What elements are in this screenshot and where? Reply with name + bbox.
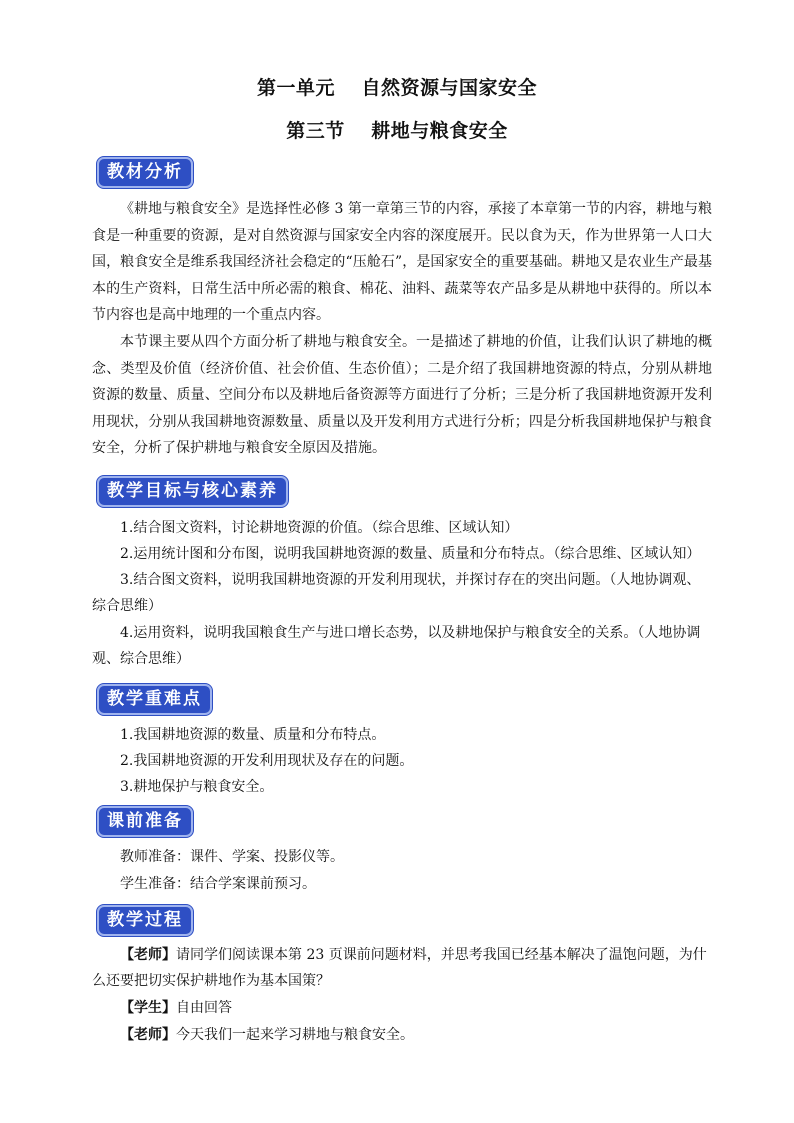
dialogue-line-3 <box>92 1022 712 1048</box>
objective-item-1: 1.结合图文资料，讨论耕地资源的价值。（综合思维、区域认知） <box>120 520 519 536</box>
dialogue-text: 请同学们阅读课本第 23 页课前问题材料，并思考我国已经基本解决了温饱问题，为什么还要把切实保护耕地作为基本国策？ <box>92 947 707 989</box>
analysis-paragraph-2: 本节课主要从四个方面分析了耕地与粮食安全。一是描述了耕地的价值，让我们认识了耕地的概念、类型及价值（经济价值、社会价值、生态价值）；二是介绍了我国耕地资源的特点，分别从耕地资源的数量、质量、空间分布以及耕地后备资源等方面进行了分析；三是分析了我国耕地资源开发利用现状，分别从我国耕地资源数量、质量以及开发利用方式进行分析；四是分析我国耕地保护与粮食安全，分析了保护耕地与粮食安全原因及措施。 <box>92 334 712 456</box>
analysis-paragraph-1: 《耕地与粮食安全》是选择性必修 3 第一章第三节的内容，承接了本章第一节的内容，耕地与粮食是一种重要的资源，是对自然资源与国家安全内容的深度展开。民以食为天，作为世界第一人口大国，粮食安全是维系我国经济社会稳定的“压舱石”，是国家安全的重要基础。耕地又是农业生产最基本的生产资料，日常生活中所必需的粮食、棉花、油料、蔬菜等农产品多是从耕地中获得的。所以本节内容也是高中地理的一个重点内容。 <box>92 201 712 323</box>
preparation-student: 学生准备：结合学案课前预习。 <box>120 876 316 892</box>
heading-badge-process: 教学过程 <box>97 905 193 936</box>
section-title: 第三节 耕地与粮食安全 <box>286 120 508 142</box>
preparation-teacher: 教师准备：课件、学案、投影仪等。 <box>120 849 344 865</box>
key-point-item-3: 3.耕地保护与粮食安全。 <box>120 779 274 795</box>
heading-badge-key-points: 教学重难点 <box>97 684 212 715</box>
dialogue-line-2 <box>92 995 712 1021</box>
objective-item-3: 3.结合图文资料，说明我国耕地资源的开发利用现状，并探讨存在的突出问题。（人地协调观、综合思维） <box>92 572 701 614</box>
heading-badge-analysis: 教材分析 <box>97 157 193 188</box>
dialogue-role-teacher: 【老师】 <box>120 947 176 963</box>
key-point-item-2: 2.我国耕地资源的开发利用现状及存在的问题。 <box>120 753 414 769</box>
dialogue-role-student: 【学生】 <box>120 1000 176 1016</box>
objective-item-4: 4.运用资料，说明我国粮食生产与进口增长态势，以及耕地保护与粮食安全的关系。（人地协调观、综合思维） <box>92 625 701 667</box>
key-point-item-1: 1.我国耕地资源的数量、质量和分布特点。 <box>120 727 386 743</box>
objective-item-2: 2.运用统计图和分布图，说明我国耕地资源的数量、质量和分布特点。（综合思维、区域认知） <box>120 546 701 562</box>
dialogue-text: 今天我们一起来学习耕地与粮食安全。 <box>176 1027 414 1043</box>
dialogue-role-teacher: 【老师】 <box>120 1027 176 1043</box>
dialogue-line-1 <box>92 942 712 994</box>
heading-badge-objectives: 教学目标与核心素养 <box>97 476 288 507</box>
dialogue-text: 自由回答 <box>176 1000 232 1016</box>
unit-title: 第一单元 自然资源与国家安全 <box>256 77 538 99</box>
heading-badge-preparation: 课前准备 <box>97 806 193 837</box>
